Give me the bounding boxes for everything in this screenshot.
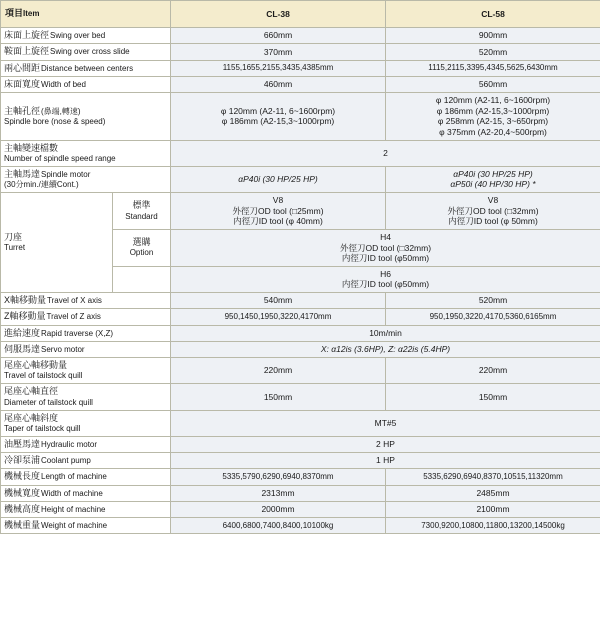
value-cl58: [386, 166, 600, 192]
value-cl58: 150mm: [386, 384, 600, 410]
value-cl58: 520mm: [386, 44, 600, 60]
row-label-en: Length of machine: [41, 472, 107, 482]
value-line: φ 186mm (A2-15,3~1000rpm): [436, 105, 550, 116]
value-cl58: 900mm: [386, 28, 600, 44]
value-line: φ 258mm (A2-15, 3~650rpm): [437, 116, 549, 127]
row-label: [1, 469, 171, 485]
row-label-cn: 機械長度: [4, 471, 41, 482]
value-cl38: 220mm: [171, 358, 386, 384]
table-row: [1, 193, 600, 230]
row-label-cn: 刀座: [4, 231, 23, 242]
row-label: [1, 76, 171, 92]
table-row: [1, 166, 600, 192]
row-label-note: (30分min./連續Cont.): [4, 180, 79, 189]
value-line: 外徑刀OD tool (□32mm): [339, 242, 432, 253]
row-label-cn: 尾座心軸斜度: [4, 412, 59, 423]
row-label-en: Number of spindle speed range: [4, 153, 116, 163]
value-cl38: [171, 193, 386, 230]
table-row: [1, 469, 600, 485]
row-label: [1, 341, 171, 357]
header-model-b: CL-58: [386, 1, 600, 28]
table-row: [1, 76, 600, 92]
header-item-label-en: Item: [23, 9, 40, 19]
row-label-en: Turret: [4, 243, 26, 253]
value-cl58: 5335,6290,6940,8370,10515,11320mm: [386, 469, 600, 485]
table-row: [1, 341, 600, 357]
row-label: [1, 436, 171, 452]
row-label: [1, 501, 171, 517]
row-label-cn: 機械高度: [4, 503, 41, 514]
value-both: X: α12is (3.6HP), Z: α22is (5.4HP): [171, 341, 600, 357]
value-both: 10m/min: [171, 325, 600, 341]
row-label-en: Swing over bed: [50, 31, 106, 40]
value-line: 内徑刀ID tool (φ 50mm): [448, 216, 538, 227]
value-both: [171, 229, 600, 266]
value-both: MT#5: [171, 410, 600, 436]
value-cl38: 2000mm: [171, 501, 386, 517]
value-line: 外徑刀OD tool (□32mm): [447, 205, 539, 216]
value-line: 外徑刀OD tool (□25mm): [232, 205, 324, 216]
sub-label-en: Standard: [125, 211, 158, 221]
value-line: φ 186mm (A2-15,3~1000rpm): [221, 116, 335, 127]
row-label: [1, 410, 171, 436]
value-cl38: [171, 166, 386, 192]
value-line: αP40i (30 HP/25 HP): [453, 168, 533, 179]
table-row: [1, 485, 600, 501]
row-label-cn: 尾座心軸移動量: [4, 360, 68, 370]
value-both: 2: [171, 140, 600, 166]
value-cl38: 5335,5790,6290,6940,8370mm: [171, 469, 386, 485]
row-label-en: Travel of tailstock quill: [4, 371, 83, 381]
sub-label-cn: 選購: [132, 237, 151, 248]
row-label-en: Weight of machine: [41, 521, 108, 530]
value-cl38: 6400,6800,7400,8400,10100kg: [171, 518, 386, 534]
row-label-en: Coolant pump: [41, 456, 91, 465]
value-line: αP50i (40 HP/30 HP) *: [450, 179, 536, 190]
value-line: αP40i (30 HP/25 HP): [238, 174, 318, 185]
value-line: φ 120mm (A2-11, 6~1600rpm): [435, 95, 551, 105]
row-label-en: Width of bed: [41, 79, 86, 89]
row-label: [1, 453, 171, 469]
table-row: [1, 501, 600, 517]
row-label-cn: X軸移動量: [4, 295, 47, 305]
table-row: [1, 453, 600, 469]
value-cl58: [386, 193, 600, 230]
table-row: [1, 28, 600, 44]
row-label: [1, 60, 171, 76]
value-line: 内徑刀ID tool (φ 40mm): [233, 216, 323, 227]
value-cl38: [171, 93, 386, 141]
row-label-en: Diameter of tailstock quill: [4, 397, 93, 407]
row-label-en: Spindle motor: [41, 169, 91, 179]
row-label: [1, 293, 171, 309]
value-cl58: 7300,9200,10800,11800,13200,14500kg: [386, 518, 600, 534]
value-line: 内徑刀ID tool (φ50mm): [341, 253, 430, 264]
value-cl58: 2100mm: [386, 501, 600, 517]
value-cl38: 150mm: [171, 384, 386, 410]
table-row: [1, 384, 600, 410]
row-label-en: Hydraulic motor: [41, 439, 98, 449]
table-row: [1, 325, 600, 341]
value-both: [171, 266, 600, 292]
value-cl38: 370mm: [171, 44, 386, 60]
sub-label-en: Option: [129, 248, 154, 258]
row-label-cn: 冷卻泵浦: [4, 455, 41, 465]
value-line: V8: [487, 195, 499, 205]
value-cl58: 950,1950,3220,4170,5360,6165mm: [386, 309, 600, 325]
row-label: [1, 93, 171, 141]
row-label: [1, 140, 171, 166]
row-label-cn: 尾座心軸直徑: [4, 386, 59, 397]
value-line: φ 120mm (A2-11, 6~1600rpm): [220, 105, 336, 116]
row-label-cn: 鞍面上旋徑: [4, 46, 50, 57]
row-label-cn: 主軸變速檔數: [4, 142, 59, 153]
row-label-cn: 主軸馬達: [4, 168, 41, 179]
row-label-cn-note: (鼻端,轉速): [41, 106, 81, 116]
row-label: [1, 309, 171, 325]
row-label: [1, 166, 171, 192]
value-cl58: 2485mm: [386, 485, 600, 501]
row-label-en: Rapid traverse (X,Z): [41, 328, 114, 338]
sub-label-standard: [113, 193, 171, 230]
row-label: [1, 28, 171, 44]
header-model-a: CL-38: [171, 1, 386, 28]
value-both: 2 HP: [171, 436, 600, 452]
table-row: [1, 358, 600, 384]
value-cl38: 2313mm: [171, 485, 386, 501]
table-row: [1, 60, 600, 76]
header-item-cell: [1, 1, 171, 28]
value-cl38: 540mm: [171, 293, 386, 309]
value-cl38: 460mm: [171, 76, 386, 92]
row-label: [1, 384, 171, 410]
row-label-en: Travel of X axis: [47, 296, 102, 305]
value-cl58: 560mm: [386, 76, 600, 92]
sub-label-cn: 標準: [132, 200, 151, 211]
row-label-en: Height of machine: [41, 504, 106, 514]
value-cl58: 220mm: [386, 358, 600, 384]
row-label-cn: 油壓馬達: [4, 438, 41, 449]
value-cl58: 520mm: [386, 293, 600, 309]
table-row: [1, 44, 600, 60]
table-header-row: [1, 1, 600, 28]
value-cl58: [386, 93, 600, 141]
sub-label-option: [113, 229, 171, 266]
value-both: 1 HP: [171, 453, 600, 469]
row-label-en: Taper of tailstock quill: [4, 423, 81, 433]
value-line: 内徑刀ID tool (φ50mm): [341, 279, 430, 290]
value-line: φ 375mm (A2-20,4~500rpm): [439, 126, 547, 137]
table-row: [1, 410, 600, 436]
value-line: H6: [380, 268, 391, 279]
row-label-cn: 機械重量: [4, 520, 41, 530]
row-label: [1, 358, 171, 384]
value-line: H4: [380, 231, 391, 242]
table-row: [1, 309, 600, 325]
sub-label-option-2: [113, 266, 171, 292]
value-cl38: 1155,1655,2155,3435,4385mm: [171, 60, 386, 76]
table-row: [1, 436, 600, 452]
row-label-cn: 伺服馬達: [4, 343, 41, 354]
row-label-cn: 床面上旋徑: [4, 30, 50, 40]
row-label-en: Distance between centers: [41, 63, 134, 73]
row-label: [1, 325, 171, 341]
row-label: [1, 44, 171, 60]
row-label: [1, 518, 171, 534]
table-row: [1, 93, 600, 141]
row-label-en: Servo motor: [41, 344, 85, 354]
table-row: [1, 293, 600, 309]
value-cl38: 660mm: [171, 28, 386, 44]
row-label-cn: 主軸孔徑: [4, 105, 41, 116]
row-label-en: Width of machine: [41, 488, 103, 498]
table-row: [1, 518, 600, 534]
header-item-label-cn: 項目: [5, 8, 24, 19]
value-cl58: 1115,2115,3395,4345,5625,6430mm: [386, 60, 600, 76]
row-label-en: Travel of Z axis: [46, 312, 101, 322]
row-label-cn: Z軸移動量: [4, 311, 46, 322]
row-label-turret: [1, 193, 113, 293]
row-label-en: Swing over cross slide: [50, 47, 130, 57]
value-cl38: 950,1450,1950,3220,4170mm: [171, 309, 386, 325]
row-label-cn: 床面寬度: [4, 78, 41, 89]
table-row: [1, 140, 600, 166]
row-label-en: Spindle bore (nose & speed): [4, 116, 106, 126]
row-label: [1, 485, 171, 501]
row-label-cn: 兩心間距: [4, 62, 41, 73]
value-line: V8: [272, 195, 284, 205]
row-label-cn: 機械寬度: [4, 487, 41, 498]
row-label-cn: 進給速度: [4, 327, 41, 338]
